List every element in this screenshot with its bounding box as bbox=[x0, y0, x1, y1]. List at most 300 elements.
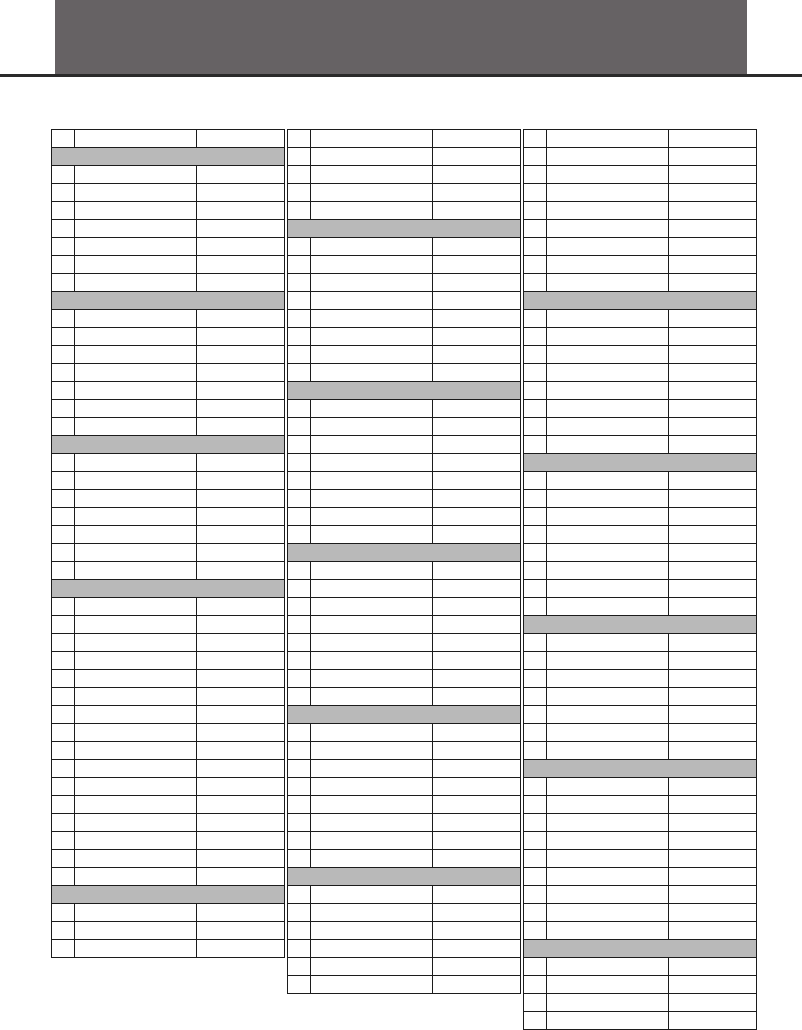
section-header-cell bbox=[52, 148, 285, 165]
label-cell bbox=[311, 814, 433, 831]
table-row bbox=[524, 130, 757, 148]
value-cell bbox=[197, 688, 285, 705]
number-cell bbox=[52, 562, 75, 579]
label-cell bbox=[547, 598, 669, 615]
label-cell bbox=[547, 184, 669, 201]
label-cell bbox=[311, 202, 433, 219]
value-cell bbox=[197, 670, 285, 687]
value-cell bbox=[433, 202, 521, 219]
table-row bbox=[524, 922, 757, 940]
label-cell bbox=[547, 508, 669, 525]
number-cell bbox=[288, 130, 311, 147]
label-cell bbox=[547, 670, 669, 687]
value-cell bbox=[197, 418, 285, 435]
table-row bbox=[288, 238, 521, 256]
table-row bbox=[288, 580, 521, 598]
number-cell bbox=[52, 166, 75, 183]
label-cell bbox=[75, 130, 197, 147]
section-header-row bbox=[524, 760, 757, 778]
value-cell bbox=[669, 436, 757, 453]
number-cell bbox=[288, 490, 311, 507]
label-cell bbox=[311, 418, 433, 435]
table-row bbox=[288, 274, 521, 292]
section-header-row bbox=[524, 292, 757, 310]
header-band bbox=[55, 0, 747, 76]
table-row bbox=[288, 130, 521, 148]
number-cell bbox=[288, 688, 311, 705]
number-cell bbox=[288, 148, 311, 165]
number-cell bbox=[52, 778, 75, 795]
table-row bbox=[288, 832, 521, 850]
number-cell bbox=[288, 418, 311, 435]
table-row bbox=[288, 328, 521, 346]
number-cell bbox=[288, 202, 311, 219]
number-cell bbox=[288, 652, 311, 669]
label-cell bbox=[75, 166, 197, 183]
table-row bbox=[288, 256, 521, 274]
number-cell bbox=[52, 742, 75, 759]
table-row bbox=[288, 346, 521, 364]
value-cell bbox=[433, 526, 521, 543]
table-row bbox=[524, 562, 757, 580]
value-cell bbox=[197, 724, 285, 741]
label-cell bbox=[311, 184, 433, 201]
number-cell bbox=[288, 238, 311, 255]
table-row bbox=[288, 364, 521, 382]
table-row bbox=[288, 796, 521, 814]
number-cell bbox=[524, 670, 547, 687]
table-row bbox=[52, 742, 285, 760]
label-cell bbox=[311, 148, 433, 165]
table-row bbox=[288, 634, 521, 652]
value-cell bbox=[197, 454, 285, 471]
value-cell bbox=[669, 238, 757, 255]
value-cell bbox=[669, 994, 757, 1011]
label-cell bbox=[75, 940, 197, 957]
number-cell bbox=[288, 364, 311, 381]
label-cell bbox=[75, 274, 197, 291]
table-row bbox=[52, 382, 285, 400]
value-cell bbox=[433, 598, 521, 615]
number-cell bbox=[288, 454, 311, 471]
number-cell bbox=[52, 940, 75, 957]
number-cell bbox=[52, 922, 75, 939]
value-cell bbox=[197, 652, 285, 669]
value-cell bbox=[197, 922, 285, 939]
label-cell bbox=[547, 346, 669, 363]
value-cell bbox=[669, 220, 757, 237]
value-cell bbox=[669, 130, 757, 147]
value-cell bbox=[433, 940, 521, 957]
label-cell bbox=[75, 220, 197, 237]
label-cell bbox=[547, 400, 669, 417]
number-cell bbox=[524, 688, 547, 705]
value-cell bbox=[197, 328, 285, 345]
section-header-row bbox=[288, 382, 521, 400]
label-cell bbox=[547, 382, 669, 399]
number-cell bbox=[524, 238, 547, 255]
label-cell bbox=[311, 886, 433, 903]
section-header-cell bbox=[288, 382, 521, 399]
value-cell bbox=[197, 238, 285, 255]
label-cell bbox=[547, 688, 669, 705]
label-cell bbox=[547, 220, 669, 237]
number-cell bbox=[52, 238, 75, 255]
table-row bbox=[288, 436, 521, 454]
label-cell bbox=[311, 652, 433, 669]
number-cell bbox=[52, 670, 75, 687]
value-cell bbox=[433, 742, 521, 759]
section-header-row bbox=[288, 544, 521, 562]
number-cell bbox=[288, 400, 311, 417]
value-cell bbox=[669, 562, 757, 579]
value-cell bbox=[433, 760, 521, 777]
number-cell bbox=[52, 616, 75, 633]
label-cell bbox=[75, 868, 197, 885]
label-cell bbox=[75, 724, 197, 741]
number-cell bbox=[524, 526, 547, 543]
table-row bbox=[288, 670, 521, 688]
table-row bbox=[52, 526, 285, 544]
value-cell bbox=[197, 508, 285, 525]
number-cell bbox=[288, 940, 311, 957]
table-row bbox=[52, 130, 285, 148]
value-cell bbox=[669, 904, 757, 921]
table-row bbox=[524, 166, 757, 184]
label-cell bbox=[311, 310, 433, 327]
value-cell bbox=[669, 166, 757, 183]
label-cell bbox=[547, 778, 669, 795]
label-cell bbox=[311, 742, 433, 759]
number-cell bbox=[524, 490, 547, 507]
table-row bbox=[524, 508, 757, 526]
table-row bbox=[52, 796, 285, 814]
value-cell bbox=[197, 310, 285, 327]
table-row bbox=[524, 814, 757, 832]
label-cell bbox=[75, 634, 197, 651]
table-row bbox=[52, 634, 285, 652]
label-cell bbox=[311, 760, 433, 777]
label-cell bbox=[311, 598, 433, 615]
table-row bbox=[524, 580, 757, 598]
value-cell bbox=[197, 634, 285, 651]
table-row bbox=[52, 616, 285, 634]
number-cell bbox=[52, 850, 75, 867]
label-cell bbox=[311, 634, 433, 651]
section-header-row bbox=[288, 868, 521, 886]
value-cell bbox=[669, 364, 757, 381]
label-cell bbox=[75, 184, 197, 201]
table-row bbox=[52, 274, 285, 292]
value-cell bbox=[669, 544, 757, 561]
table-row bbox=[524, 724, 757, 742]
number-cell bbox=[524, 904, 547, 921]
label-cell bbox=[75, 310, 197, 327]
table-row bbox=[524, 886, 757, 904]
value-cell bbox=[433, 562, 521, 579]
label-cell bbox=[547, 562, 669, 579]
table-row bbox=[52, 814, 285, 832]
number-cell bbox=[524, 706, 547, 723]
value-cell bbox=[197, 400, 285, 417]
number-cell bbox=[52, 868, 75, 885]
section-header-cell bbox=[524, 292, 757, 309]
table-row bbox=[52, 346, 285, 364]
number-cell bbox=[524, 472, 547, 489]
section-header-cell bbox=[288, 706, 521, 723]
number-cell bbox=[52, 796, 75, 813]
value-cell bbox=[669, 310, 757, 327]
label-cell bbox=[547, 238, 669, 255]
section-header-row bbox=[52, 148, 285, 166]
table-row bbox=[288, 778, 521, 796]
table-row bbox=[52, 832, 285, 850]
number-cell bbox=[524, 184, 547, 201]
label-cell bbox=[547, 886, 669, 903]
table-row bbox=[52, 724, 285, 742]
value-cell bbox=[433, 958, 521, 975]
section-header-row bbox=[524, 454, 757, 472]
value-cell bbox=[669, 652, 757, 669]
table-row bbox=[524, 706, 757, 724]
number-cell bbox=[288, 958, 311, 975]
value-cell bbox=[669, 976, 757, 993]
label-cell bbox=[75, 508, 197, 525]
number-cell bbox=[288, 580, 311, 597]
table-row bbox=[288, 958, 521, 976]
number-cell bbox=[288, 742, 311, 759]
table-row bbox=[524, 436, 757, 454]
label-cell bbox=[75, 922, 197, 939]
section-header-cell bbox=[524, 940, 757, 957]
number-cell bbox=[288, 904, 311, 921]
table-row bbox=[52, 598, 285, 616]
label-cell bbox=[311, 454, 433, 471]
label-cell bbox=[547, 490, 669, 507]
value-cell bbox=[197, 562, 285, 579]
number-cell bbox=[524, 274, 547, 291]
table-row bbox=[524, 346, 757, 364]
value-cell bbox=[433, 796, 521, 813]
number-cell bbox=[52, 472, 75, 489]
number-cell bbox=[524, 580, 547, 597]
table-row bbox=[52, 850, 285, 868]
value-cell bbox=[433, 472, 521, 489]
number-cell bbox=[52, 544, 75, 561]
label-cell bbox=[75, 688, 197, 705]
value-cell bbox=[669, 400, 757, 417]
value-cell bbox=[433, 454, 521, 471]
label-cell bbox=[311, 256, 433, 273]
value-cell bbox=[433, 418, 521, 435]
number-cell bbox=[288, 616, 311, 633]
table-column-1 bbox=[51, 129, 285, 958]
label-cell bbox=[547, 364, 669, 381]
table-row bbox=[524, 778, 757, 796]
value-cell bbox=[433, 580, 521, 597]
value-cell bbox=[433, 814, 521, 831]
number-cell bbox=[524, 958, 547, 975]
value-cell bbox=[669, 274, 757, 291]
label-cell bbox=[311, 166, 433, 183]
table-row bbox=[52, 670, 285, 688]
table-row bbox=[288, 454, 521, 472]
section-header-cell bbox=[52, 436, 285, 453]
number-cell bbox=[288, 832, 311, 849]
label-cell bbox=[547, 256, 669, 273]
label-cell bbox=[311, 508, 433, 525]
value-cell bbox=[197, 472, 285, 489]
section-header-cell bbox=[288, 544, 521, 561]
table-row bbox=[288, 760, 521, 778]
label-cell bbox=[75, 418, 197, 435]
table-row bbox=[524, 1012, 757, 1030]
label-cell bbox=[75, 256, 197, 273]
number-cell bbox=[288, 850, 311, 867]
number-cell bbox=[524, 742, 547, 759]
number-cell bbox=[524, 400, 547, 417]
table-row bbox=[52, 238, 285, 256]
value-cell bbox=[669, 958, 757, 975]
number-cell bbox=[288, 670, 311, 687]
label-cell bbox=[547, 328, 669, 345]
number-cell bbox=[524, 778, 547, 795]
value-cell bbox=[669, 688, 757, 705]
label-cell bbox=[547, 166, 669, 183]
table-row bbox=[524, 634, 757, 652]
number-cell bbox=[52, 634, 75, 651]
label-cell bbox=[547, 274, 669, 291]
section-header-cell bbox=[524, 616, 757, 633]
table-row bbox=[288, 562, 521, 580]
number-cell bbox=[288, 508, 311, 525]
label-cell bbox=[75, 904, 197, 921]
label-cell bbox=[75, 832, 197, 849]
label-cell bbox=[311, 724, 433, 741]
value-cell bbox=[433, 616, 521, 633]
table-row bbox=[288, 472, 521, 490]
number-cell bbox=[288, 886, 311, 903]
table-row bbox=[524, 328, 757, 346]
label-cell bbox=[75, 364, 197, 381]
value-cell bbox=[669, 148, 757, 165]
label-cell bbox=[547, 418, 669, 435]
label-cell bbox=[547, 706, 669, 723]
table-row bbox=[52, 688, 285, 706]
table-row bbox=[524, 994, 757, 1012]
label-cell bbox=[75, 706, 197, 723]
label-cell bbox=[75, 202, 197, 219]
section-header-cell bbox=[524, 760, 757, 777]
value-cell bbox=[197, 166, 285, 183]
table-row bbox=[288, 886, 521, 904]
number-cell bbox=[288, 526, 311, 543]
label-cell bbox=[311, 364, 433, 381]
table-row bbox=[524, 904, 757, 922]
value-cell bbox=[197, 130, 285, 147]
section-header-cell bbox=[524, 454, 757, 471]
table-row bbox=[288, 184, 521, 202]
table-row bbox=[524, 418, 757, 436]
number-cell bbox=[52, 364, 75, 381]
table-row bbox=[524, 652, 757, 670]
label-cell bbox=[311, 904, 433, 921]
value-cell bbox=[669, 778, 757, 795]
table-row bbox=[524, 544, 757, 562]
table-row bbox=[288, 922, 521, 940]
table-row bbox=[52, 922, 285, 940]
number-cell bbox=[524, 814, 547, 831]
label-cell bbox=[547, 922, 669, 939]
value-cell bbox=[433, 238, 521, 255]
label-cell bbox=[547, 724, 669, 741]
table-row bbox=[524, 274, 757, 292]
label-cell bbox=[547, 634, 669, 651]
label-cell bbox=[547, 832, 669, 849]
table-row bbox=[288, 202, 521, 220]
table-row bbox=[52, 868, 285, 886]
table-row bbox=[288, 976, 521, 994]
number-cell bbox=[524, 364, 547, 381]
value-cell bbox=[669, 886, 757, 903]
label-cell bbox=[311, 562, 433, 579]
value-cell bbox=[669, 670, 757, 687]
value-cell bbox=[669, 850, 757, 867]
table-row bbox=[288, 166, 521, 184]
table-row bbox=[288, 724, 521, 742]
table-row bbox=[288, 904, 521, 922]
label-cell bbox=[311, 940, 433, 957]
value-cell bbox=[669, 598, 757, 615]
table-row bbox=[52, 904, 285, 922]
table-row bbox=[52, 706, 285, 724]
number-cell bbox=[52, 652, 75, 669]
label-cell bbox=[311, 490, 433, 507]
number-cell bbox=[52, 400, 75, 417]
number-cell bbox=[52, 814, 75, 831]
table-row bbox=[288, 508, 521, 526]
table-row bbox=[524, 202, 757, 220]
value-cell bbox=[669, 472, 757, 489]
table-row bbox=[524, 670, 757, 688]
label-cell bbox=[311, 958, 433, 975]
table-row bbox=[52, 166, 285, 184]
table-row bbox=[524, 238, 757, 256]
number-cell bbox=[52, 760, 75, 777]
value-cell bbox=[433, 328, 521, 345]
value-cell bbox=[669, 526, 757, 543]
table-row bbox=[52, 202, 285, 220]
number-cell bbox=[524, 994, 547, 1011]
label-cell bbox=[75, 490, 197, 507]
table-row bbox=[524, 958, 757, 976]
table-row bbox=[524, 796, 757, 814]
section-header-row bbox=[524, 616, 757, 634]
table-row bbox=[52, 256, 285, 274]
number-cell bbox=[52, 346, 75, 363]
number-cell bbox=[524, 544, 547, 561]
value-cell bbox=[669, 256, 757, 273]
value-cell bbox=[197, 274, 285, 291]
table-row bbox=[288, 652, 521, 670]
header-rule bbox=[0, 74, 802, 77]
number-cell bbox=[52, 328, 75, 345]
section-header-row bbox=[52, 436, 285, 454]
value-cell bbox=[669, 580, 757, 597]
label-cell bbox=[311, 526, 433, 543]
value-cell bbox=[433, 778, 521, 795]
label-cell bbox=[311, 328, 433, 345]
